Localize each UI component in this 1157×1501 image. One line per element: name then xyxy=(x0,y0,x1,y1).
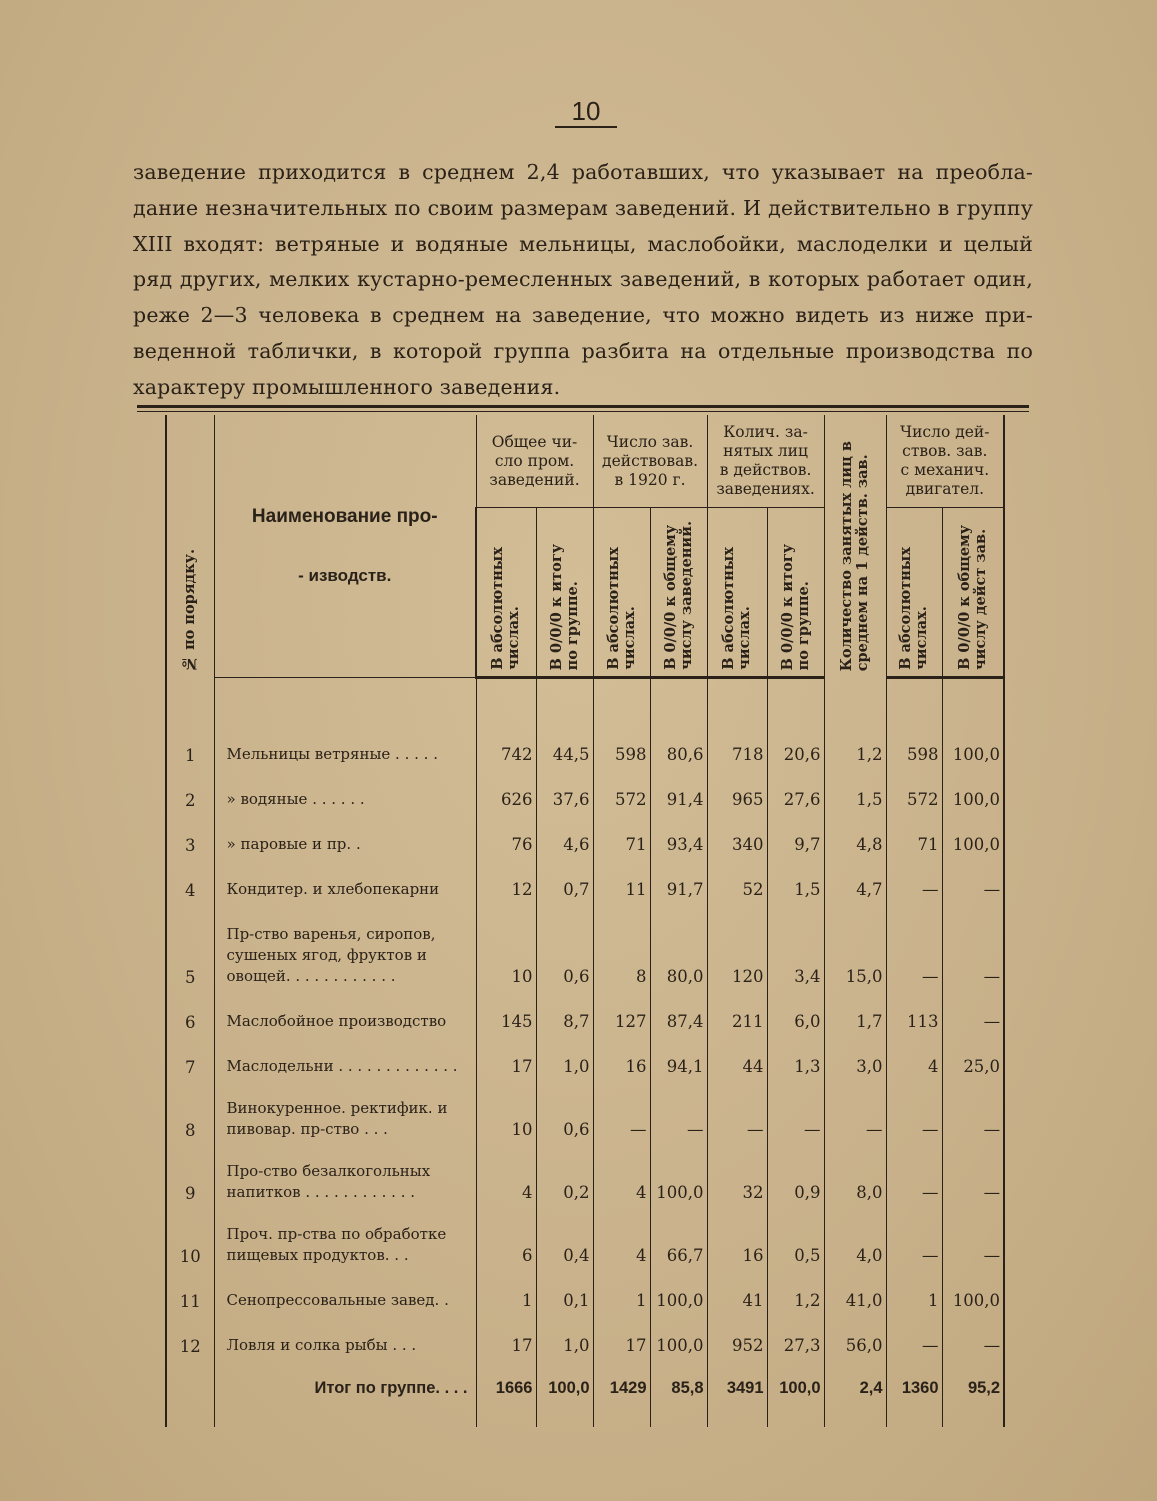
table-cell: 0,1 xyxy=(536,1269,593,1314)
total-cell: 85,8 xyxy=(650,1359,707,1399)
table-cell: 965 xyxy=(707,768,767,813)
table-cell: — xyxy=(886,1206,942,1269)
paragraph-line: дание незначительных по своим размерам заведений. И действительно в группу xyxy=(133,195,1033,220)
production-name: Про-ство безалкогольных напитков . . . . . . . . . . . . xyxy=(214,1143,476,1206)
table-cell: 100,0 xyxy=(650,1269,707,1314)
table-cell: 572 xyxy=(886,768,942,813)
group-header-mechanical: Число дей- ствов. зав. с механич. двигател. xyxy=(886,415,1004,508)
table-cell: 80,0 xyxy=(650,903,707,990)
table-row xyxy=(166,768,1004,813)
table-cell: 952 xyxy=(707,1314,767,1359)
table-cell: 120 xyxy=(707,903,767,990)
table-cell: 1,5 xyxy=(767,858,824,903)
subheader: В абсолютных числах. xyxy=(707,508,767,678)
table-cell: 25,0 xyxy=(942,1035,1004,1080)
total-cell: 2,4 xyxy=(824,1359,886,1399)
table-cell: 91,4 xyxy=(650,768,707,813)
table-cell: 100,0 xyxy=(650,1143,707,1206)
subheader: В абсолютных числах. xyxy=(476,508,536,678)
production-name: Маслобойное производство xyxy=(214,990,476,1035)
table-cell: 16 xyxy=(593,1035,650,1080)
table-cell: 8 xyxy=(593,903,650,990)
production-name: Кондитер. и хлебопекарни xyxy=(214,858,476,903)
table-cell: 4 xyxy=(593,1143,650,1206)
table-cell: 17 xyxy=(476,1314,536,1359)
table-row xyxy=(166,813,1004,858)
table-cell: 71 xyxy=(886,813,942,858)
table-cell: 15,0 xyxy=(824,903,886,990)
table-cell: 4,7 xyxy=(824,858,886,903)
table-cell: 100,0 xyxy=(942,813,1004,858)
table-cell: 1 xyxy=(476,1269,536,1314)
subheader: В абсолютных числах. xyxy=(593,508,650,678)
paragraph-line: XIII входят: ветряные и водяные мельницы, маслобойки, маслоделки и целый xyxy=(133,231,1033,256)
table-cell: 100,0 xyxy=(650,1314,707,1359)
table-cell: 4,0 xyxy=(824,1206,886,1269)
table-cell: 626 xyxy=(476,768,536,813)
paragraph-line: заведение приходится в среднем 2,4 работавших, что указывает на преобла- xyxy=(133,160,1033,184)
table-cell: — xyxy=(650,1080,707,1143)
table-cell: 87,4 xyxy=(650,990,707,1035)
table-cell: 0,2 xyxy=(536,1143,593,1206)
group-header-active-1920: Число зав. действовав. в 1920 г. xyxy=(593,415,707,508)
table-row xyxy=(166,1269,1004,1314)
table-cell: 0,6 xyxy=(536,903,593,990)
table-cell: — xyxy=(824,1080,886,1143)
table-cell: — xyxy=(942,903,1004,990)
paragraph-line: веденной таблички, в которой группа разбита на отдельные производства по xyxy=(133,338,1033,363)
row-number: 7 xyxy=(166,1035,214,1080)
group-header-total: Общее чи- сло пром. заведений. xyxy=(476,415,593,508)
table-cell: — xyxy=(886,1080,942,1143)
table-cell: 11 xyxy=(593,858,650,903)
body-paragraph xyxy=(133,155,1033,406)
table-cell: 80,6 xyxy=(650,723,707,768)
row-number: 6 xyxy=(166,990,214,1035)
table-cell: 91,7 xyxy=(650,858,707,903)
table-cell: — xyxy=(707,1080,767,1143)
column-header-number: № по порядку. xyxy=(166,415,214,678)
table-cell: 8,7 xyxy=(536,990,593,1035)
table-cell: — xyxy=(942,858,1004,903)
total-cell: 1666 xyxy=(476,1359,536,1399)
table-cell: — xyxy=(886,858,942,903)
table-cell: — xyxy=(942,1206,1004,1269)
table-cell: — xyxy=(886,1143,942,1206)
table-cell: 71 xyxy=(593,813,650,858)
table-cell: 100,0 xyxy=(942,768,1004,813)
table-cell: 113 xyxy=(886,990,942,1035)
production-name: Пр-ство варенья, сиропов, сушеных ягод, фруктов и овощей. . . . . . . . . . . . xyxy=(214,903,476,990)
table-row xyxy=(166,1314,1004,1359)
table-cell: 572 xyxy=(593,768,650,813)
table-cell: 145 xyxy=(476,990,536,1035)
table-row xyxy=(166,1206,1004,1269)
table-cell: 76 xyxy=(476,813,536,858)
table-cell: — xyxy=(942,990,1004,1035)
total-cell: 1429 xyxy=(593,1359,650,1399)
table-cell: 17 xyxy=(593,1314,650,1359)
table-row xyxy=(166,903,1004,990)
table-cell: 10 xyxy=(476,903,536,990)
paragraph-line: характеру промышленного заведения. xyxy=(133,374,561,399)
table-top-rule xyxy=(137,405,1029,408)
table-cell: — xyxy=(942,1143,1004,1206)
row-number: 8 xyxy=(166,1080,214,1143)
production-name: » паровые и пр. . xyxy=(214,813,476,858)
table-cell: 20,6 xyxy=(767,723,824,768)
subheader: В абсолютных числах. xyxy=(886,508,942,678)
table-cell: 17 xyxy=(476,1035,536,1080)
table-cell: 0,4 xyxy=(536,1206,593,1269)
total-row xyxy=(166,1359,1004,1399)
row-number: 3 xyxy=(166,813,214,858)
table-cell: 66,7 xyxy=(650,1206,707,1269)
statistics-table xyxy=(165,415,1005,1427)
table-cell: 44 xyxy=(707,1035,767,1080)
table-cell: 0,9 xyxy=(767,1143,824,1206)
table-cell: 4,6 xyxy=(536,813,593,858)
table-cell: 718 xyxy=(707,723,767,768)
table-cell: 0,7 xyxy=(536,858,593,903)
table-cell: 3,4 xyxy=(767,903,824,990)
table-cell: 56,0 xyxy=(824,1314,886,1359)
column-header-avg-employed: Количество занятых лиц в среднем на 1 действ. зав. xyxy=(824,415,886,678)
table-cell: 1,0 xyxy=(536,1035,593,1080)
production-name: » водяные . . . . . . xyxy=(214,768,476,813)
subheader: В 0/0/0 к общему числу дейст зав. xyxy=(942,508,1004,678)
table-cell: 1,3 xyxy=(767,1035,824,1080)
table-cell: 41 xyxy=(707,1269,767,1314)
table-cell: 4 xyxy=(886,1035,942,1080)
table-row xyxy=(166,990,1004,1035)
table-cell: 37,6 xyxy=(536,768,593,813)
table-cell: 9,7 xyxy=(767,813,824,858)
page-number: 10 xyxy=(555,96,617,128)
table-cell: 1,7 xyxy=(824,990,886,1035)
production-name: Сенопрессовальные завед. . xyxy=(214,1269,476,1314)
row-number: 11 xyxy=(166,1269,214,1314)
table-cell: 0,6 xyxy=(536,1080,593,1143)
table-cell: 340 xyxy=(707,813,767,858)
table-cell: 742 xyxy=(476,723,536,768)
table-top-rule-thin xyxy=(137,411,1029,412)
table-cell: 127 xyxy=(593,990,650,1035)
table-row xyxy=(166,1080,1004,1143)
table-cell: 1,0 xyxy=(536,1314,593,1359)
table-cell: 1 xyxy=(593,1269,650,1314)
subheader: В 0/0/0 к общему числу заведений. xyxy=(650,508,707,678)
table-cell: 27,6 xyxy=(767,768,824,813)
table-cell: 94,1 xyxy=(650,1035,707,1080)
table-cell: 27,3 xyxy=(767,1314,824,1359)
total-label: Итог по группе. . . . xyxy=(214,1359,476,1399)
row-number: 12 xyxy=(166,1314,214,1359)
production-name: Ловля и солка рыбы . . . xyxy=(214,1314,476,1359)
table-row xyxy=(166,1035,1004,1080)
table-cell: — xyxy=(886,1314,942,1359)
total-cell: 100,0 xyxy=(536,1359,593,1399)
table-cell: 598 xyxy=(593,723,650,768)
total-cell: 1360 xyxy=(886,1359,942,1399)
subheader: В 0/0/0 к итогу по группе. xyxy=(767,508,824,678)
production-name: Мельницы ветряные . . . . . xyxy=(214,723,476,768)
table-cell: 1,5 xyxy=(824,768,886,813)
production-name: Проч. пр-ства по обработке пищевых продуктов. . . xyxy=(214,1206,476,1269)
table-cell: 93,4 xyxy=(650,813,707,858)
table-row xyxy=(166,723,1004,768)
row-number: 2 xyxy=(166,768,214,813)
table-cell: — xyxy=(942,1314,1004,1359)
table-cell: 4 xyxy=(593,1206,650,1269)
table-cell: 10 xyxy=(476,1080,536,1143)
group-header-employed: Колич. за- нятых лиц в действов. заведениях. xyxy=(707,415,824,508)
table-cell: 6,0 xyxy=(767,990,824,1035)
row-number: 10 xyxy=(166,1206,214,1269)
table-cell: 6 xyxy=(476,1206,536,1269)
table-cell: 598 xyxy=(886,723,942,768)
table-cell: 3,0 xyxy=(824,1035,886,1080)
table-cell: 44,5 xyxy=(536,723,593,768)
total-cell: 95,2 xyxy=(942,1359,1004,1399)
paragraph-line: реже 2—3 человека в среднем на заведение, что можно видеть из ниже при- xyxy=(133,303,1033,328)
table-cell: 100,0 xyxy=(942,723,1004,768)
table-cell: 1,2 xyxy=(767,1269,824,1314)
table-cell: 41,0 xyxy=(824,1269,886,1314)
row-number: 1 xyxy=(166,723,214,768)
table-cell: 4 xyxy=(476,1143,536,1206)
table-cell: 52 xyxy=(707,858,767,903)
table-cell: — xyxy=(593,1080,650,1143)
row-number: 4 xyxy=(166,858,214,903)
table-cell: — xyxy=(767,1080,824,1143)
table-cell: 1 xyxy=(886,1269,942,1314)
paragraph-line: ряд других, мелких кустарно-ремесленных заведений, в которых работает один, xyxy=(133,267,1033,292)
table-cell: 16 xyxy=(707,1206,767,1269)
total-cell: 3491 xyxy=(707,1359,767,1399)
table-cell: 4,8 xyxy=(824,813,886,858)
total-cell: 100,0 xyxy=(767,1359,824,1399)
column-header-name: Наименование про- - изводств. xyxy=(214,415,476,678)
table-row xyxy=(166,1143,1004,1206)
table-cell: 0,5 xyxy=(767,1206,824,1269)
table-cell: 12 xyxy=(476,858,536,903)
table-cell: — xyxy=(942,1080,1004,1143)
table-cell: 1,2 xyxy=(824,723,886,768)
table-cell: 8,0 xyxy=(824,1143,886,1206)
row-number: 9 xyxy=(166,1143,214,1206)
table-cell: 211 xyxy=(707,990,767,1035)
table-cell: 100,0 xyxy=(942,1269,1004,1314)
table-cell: 32 xyxy=(707,1143,767,1206)
subheader: В 0/0/0 к итогу по группе. xyxy=(536,508,593,678)
production-name: Маслодельни . . . . . . . . . . . . . xyxy=(214,1035,476,1080)
production-name: Винокуренное. ректифик. и пивовар. пр-ство . . . xyxy=(214,1080,476,1143)
table-row xyxy=(166,858,1004,903)
table-cell: — xyxy=(886,903,942,990)
row-number: 5 xyxy=(166,903,214,990)
